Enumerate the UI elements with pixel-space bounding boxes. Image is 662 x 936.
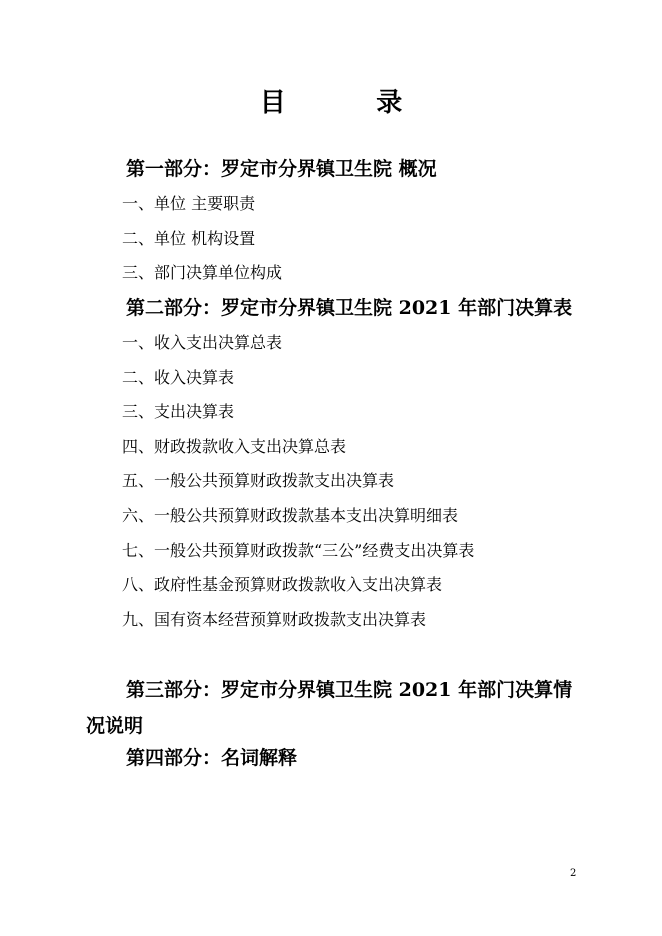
part1-item: 三、部门决算单位构成 xyxy=(122,263,283,282)
part1-item: 二、单位 机构设置 xyxy=(122,229,256,248)
part1-heading: 第一部分：罗定市分界镇卫生院 概况 xyxy=(126,158,437,180)
part2-item: 八、政府性基金预算财政拨款收入支出决算表 xyxy=(122,575,443,594)
part2-item: 三、支出决算表 xyxy=(122,402,235,421)
page-number: 2 xyxy=(570,868,577,879)
part2-item: 二、收入决算表 xyxy=(122,368,235,387)
part3-heading: 第三部分：罗定市分界镇卫生院 2021 年部门决算情况说明 xyxy=(86,679,573,737)
part4-heading: 第四部分：名词解释 xyxy=(126,747,298,769)
part2-item: 九、国有资本经营预算财政拨款支出决算表 xyxy=(122,610,427,629)
part2-item: 五、一般公共预算财政拨款支出决算表 xyxy=(122,471,395,490)
part2-item: 四、财政拨款收入支出决算总表 xyxy=(122,437,347,456)
part1-item: 一、单位 主要职责 xyxy=(122,194,256,213)
part2-item: 一、收入支出决算总表 xyxy=(122,333,283,352)
part2-heading: 第二部分：罗定市分界镇卫生院 2021 年部门决算表 xyxy=(126,297,573,319)
part2-item: 六、一般公共预算财政拨款基本支出决算明细表 xyxy=(122,506,459,525)
part2-item: 七、一般公共预算财政拨款“三公”经费支出决算表 xyxy=(122,541,475,560)
toc-title: 目 录 xyxy=(259,88,403,118)
